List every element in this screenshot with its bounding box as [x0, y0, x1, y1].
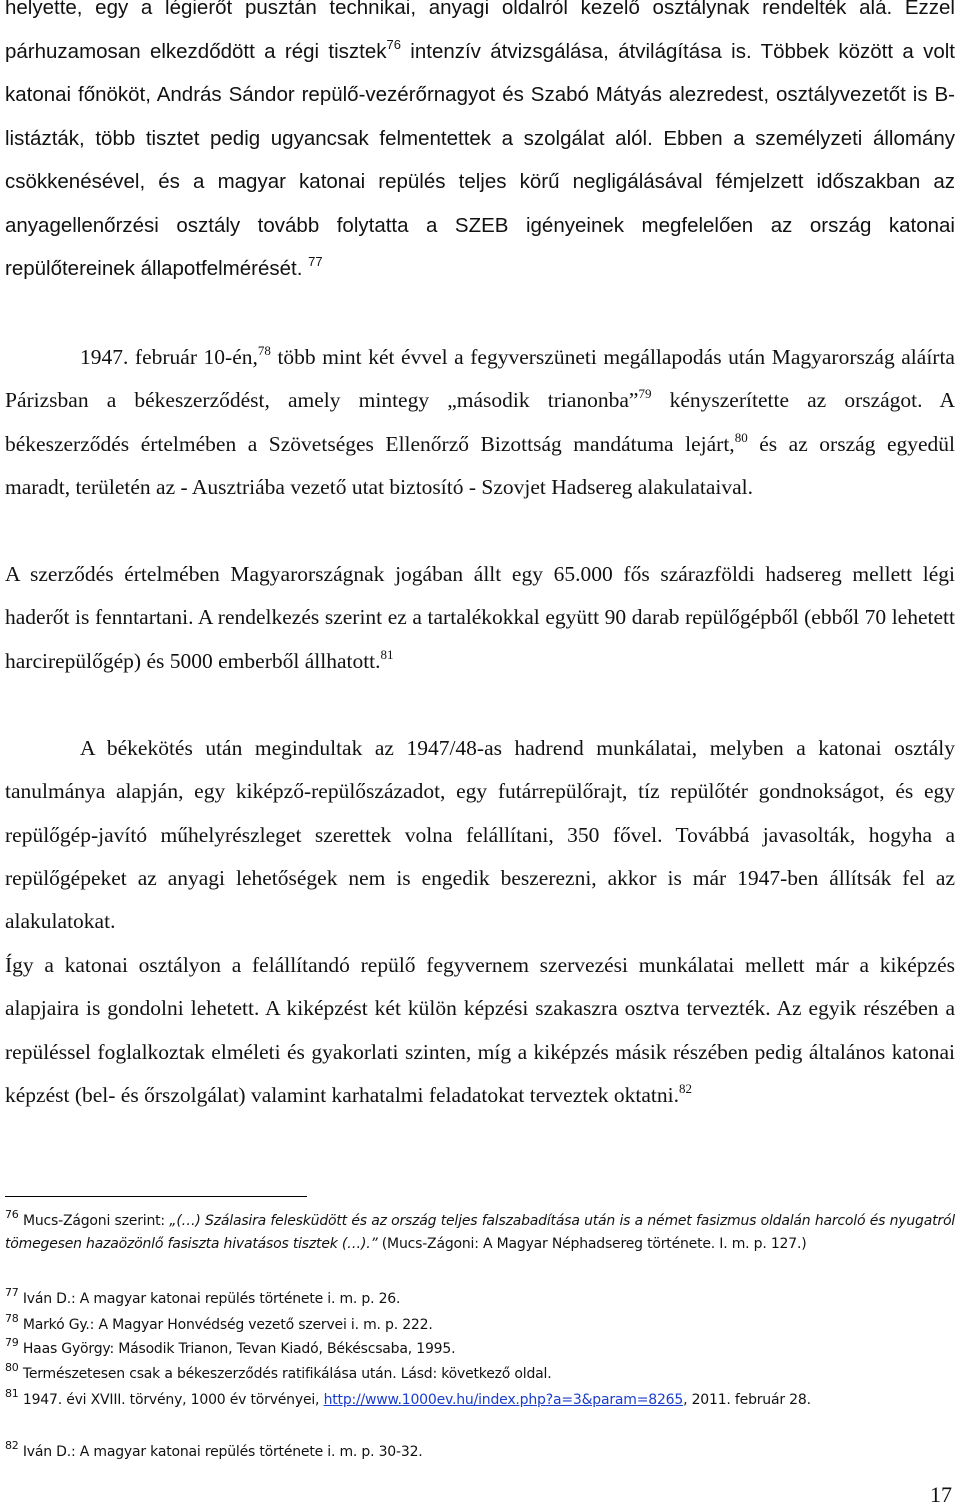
paragraph	[5, 0, 955, 291]
footnote-reference: 82	[678, 1080, 692, 1096]
paragraph	[5, 336, 955, 509]
footnote	[5, 1389, 955, 1412]
footnote-reference: 80	[734, 429, 748, 445]
text-run: A békekötés után megindultak az 1947/48-as hadrend munkálatai, melyben a katonai osztály tanulmánya alapján, egy kiképző-repülőszázadot, egy futárrepülőrajt, tíz repülőtér gondnokságot, és egy repülőgép-javító műhelyrészleget szerettek volna felállítani, 350 fővel. Továbbá javasolták, hogyha a repülőgépeket az anyagi lehetőségek nem is engedik beszerezni, akkor is már 1947-ben állítsák fel az alakulatokat.	[5, 736, 955, 934]
footnote	[5, 1338, 955, 1361]
text-run: Haas György: Második Trianon, Tevan Kiadó, Békéscsaba, 1995.	[18, 1341, 456, 1357]
text-run: Mucs-Zágoni szerint:	[18, 1213, 170, 1229]
paragraph	[5, 727, 955, 943]
text-run: több mint két évvel a fegyverszüneti megállapodás után Magyarország aláírta Párizsban a békeszerződést, amely mintegy „második trianonba”	[5, 345, 955, 413]
footnote	[5, 1314, 955, 1337]
footnote-reference: 78	[257, 343, 271, 358]
text-run: Így a katonai osztályon a felállítandó repülő fegyvernem szervezési munkálatai mellett már a kiképzés alapjaira is gondolni lehetett. A kiképzést két külön képzési szakaszra osztva tervezték. Az egyik részében a repüléssel foglalkoztak elméleti és gyakorlati szinten, míg a kiképzés másik részében pedig általános katonai képzést (bel- és őrszolgálat) valamint karhatalmi feladatokat terveztek oktatni.	[5, 953, 955, 1107]
text-run: (Mucs-Zágoni: A Magyar Néphadsereg története. I. m. p. 127.)	[377, 1236, 807, 1252]
quoted-text: „(…) Szálasira felesküdött és az ország teljes falszabadítása után is a német fasizmus oldalán harcoló és nyugatról tömegesen hazaözönlő fasiszta hivatásos tisztek (…).”	[5, 1213, 956, 1252]
text-run: Markó Gy.: A Magyar Honvédség vezető szervei i. m. p. 222.	[18, 1317, 433, 1333]
footnote-number: 76	[5, 1208, 19, 1221]
footnote	[5, 1363, 955, 1386]
text-run: és az ország egyedül maradt, területén az - Ausztriába vezető utat biztosító - Szovjet Hadsereg alakulataival.	[5, 431, 956, 499]
footnote-reference: 79	[638, 386, 652, 402]
footnote	[5, 1288, 955, 1311]
text-run: kényszerítette az országot. A békeszerződés értelmében a Szövetséges Ellenőrző Bizottság mandátuma lejárt,	[5, 388, 955, 456]
paragraph	[5, 553, 955, 683]
text-run: 1947. évi XVIII. törvény, 1000 év törvényei,	[18, 1392, 324, 1408]
footnote-reference: 77	[308, 254, 323, 269]
text-run: 1947. február 10-én,	[80, 345, 258, 369]
text-run: Iván D.: A magyar katonai repülés története i. m. p. 30-32.	[18, 1444, 423, 1460]
footnote	[5, 1441, 955, 1464]
footnote-number: 81	[5, 1387, 19, 1400]
text-run: Iván D.: A magyar katonai repülés története i. m. p. 26.	[18, 1291, 401, 1307]
footnote-number: 82	[5, 1439, 19, 1452]
text-run: A szerződés értelmében Magyarországnak jogában állt egy 65.000 fős szárazföldi hadsereg mellett légi haderőt is fenntartani. A rendelkezés szerint ez a tartalékokkal együtt 90 darab repülőgépből (ebből 70 lehetett harcirepülőgép) és 5000 emberből állhatott.	[5, 562, 955, 673]
text-run: Természetesen csak a békeszerződés ratifikálása után. Lásd: következő oldal.	[18, 1366, 552, 1382]
footnote-number: 78	[5, 1312, 19, 1325]
footnote-number: 77	[5, 1286, 19, 1299]
footnote	[5, 1210, 955, 1256]
footnote-number: 80	[5, 1361, 19, 1374]
footnote-reference: 81	[380, 646, 394, 662]
footnote-reference: 76	[386, 36, 401, 52]
source-link[interactable]: http://www.1000ev.hu/index.php?a=3&param=8265	[323, 1392, 684, 1408]
text-run: , 2011. február 28.	[683, 1392, 811, 1408]
text-run: intenzív átvizsgálása, átvilágítása is. Többek között a volt katonai főnököt, András Sándor repülő-vezérőrnagyot és Szabó Mátyás alezredest, osztályvezetőt is B-listázták, több tisztet pedig ugyancsak felmentettek a szolgálat alól. Ebben a személyzeti állomány csökkenésével, és a magyar katonai repülés teljes körű negligálásával fémjelzett időszakban az anyagellenőrzési osztály tovább folytatta a SZEB igényeinek megfelelően az ország katonai repülőtereinek állapotfelmérését.	[5, 39, 955, 280]
footnote-separator	[5, 1196, 307, 1197]
footnote-number: 79	[5, 1336, 19, 1349]
paragraph	[5, 944, 955, 1117]
text-run: helyette, egy a légierőt pusztán technikai, anyagi oldalról kezelő osztálynak rendelték alá. Ezzel párhuzamosan elkezdődött a régi tisztek	[5, 0, 955, 63]
page-number: 17	[930, 1482, 952, 1507]
